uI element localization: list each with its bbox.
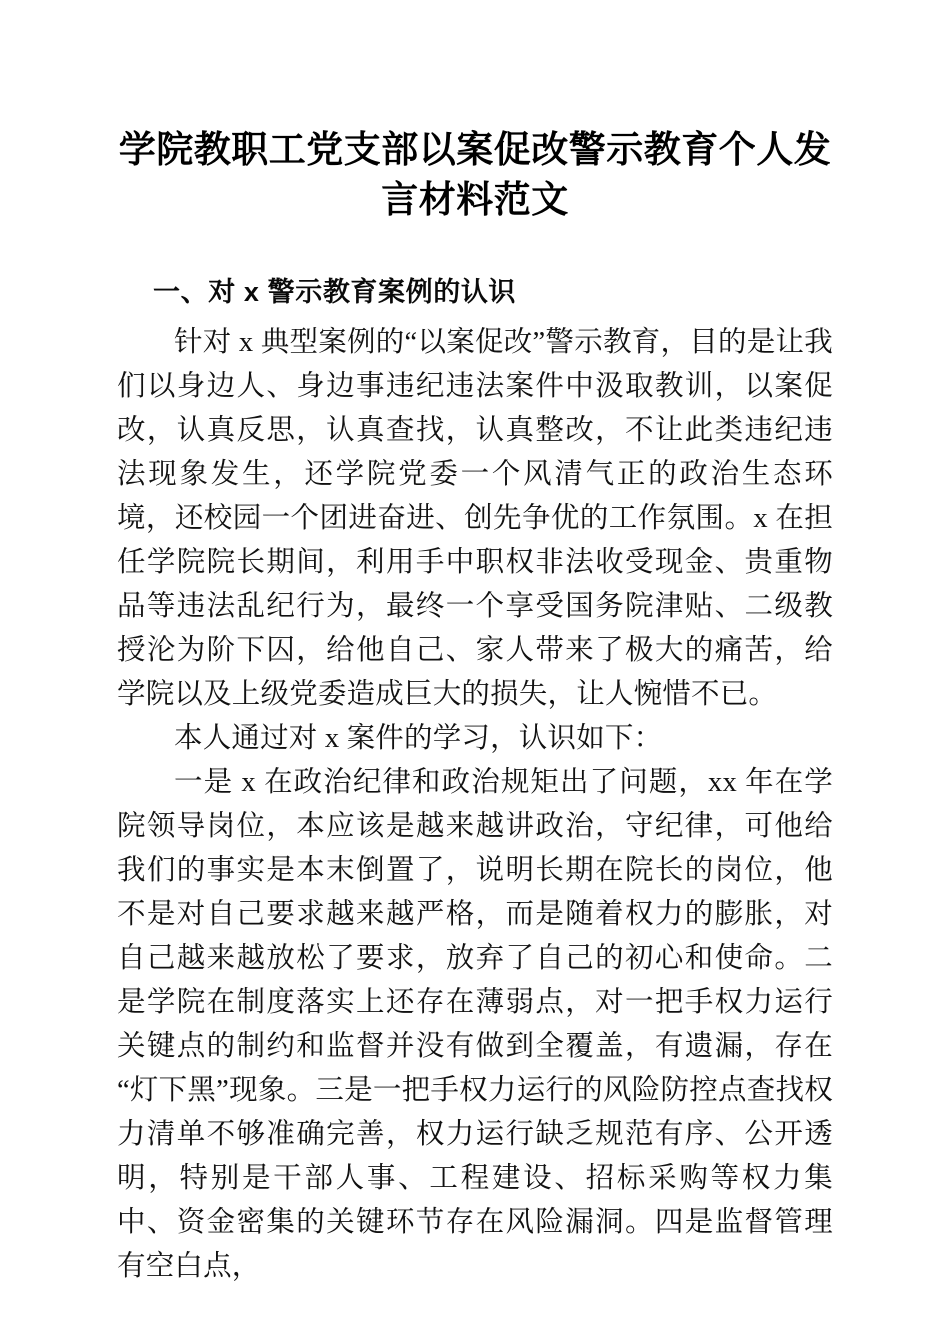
page-title: 学院教职工党支部以案促改警示教育个人发言材料范文 — [118, 130, 832, 221]
paragraph-2: 本人通过对 x 案件的学习，认识如下： — [174, 723, 663, 754]
paragraph-1: 针对 x 典型案例的“以案促改”警示教育，目的是让我们以身边人、身边事违纪违法案件中汲取教训，以案促改，认真反思，认真查找，认真整改，不让此类违纪违法现象发生，还学院党委一个风清气正的政治生态环境，还校园一个团进奋进、创先争优的工作氛围。x 在担任学院院长期间，利用手中职权非法收受现金、贵重物品等违法乱纪行为，最终一个享受国务院津贴、二级教授沦为阶下囚，给他自己、家人带来了极大的痛苦，给学院以及上级党委造成巨大的损失，让人惋惜不已。 — [117, 327, 833, 710]
paragraph-3: 一是 x 在政治纪律和政治规矩出了问题，xx 年在学院领导岗位，本应该是越来越讲政治，守纪律，可他给我们的事实是本末倒置了，说明长期在院长的岗位，他不是对自己要求越来越严格，而是随着权力的膨胀，对自己越来越放松了要求，放弃了自己的初心和使命。二是学院在制度落实上还存在薄弱点，对一把手权力运行关键点的制约和监督并没有做到全覆盖，有遗漏，存在“灯下黑”现象。三是一把手权力运行的风险防控点查找权力清单不够准确完善，权力运行缺乏规范有序、公开透明，特别是干部人事、工程建设、招标采购等权力集中、资金密集的关键环节存在风险漏洞。四是监督管理有空白点， — [117, 767, 833, 1282]
body-text-block — [117, 321, 833, 1289]
section-heading-1: 一、对 x 警示教育案例的认识 — [153, 277, 517, 307]
